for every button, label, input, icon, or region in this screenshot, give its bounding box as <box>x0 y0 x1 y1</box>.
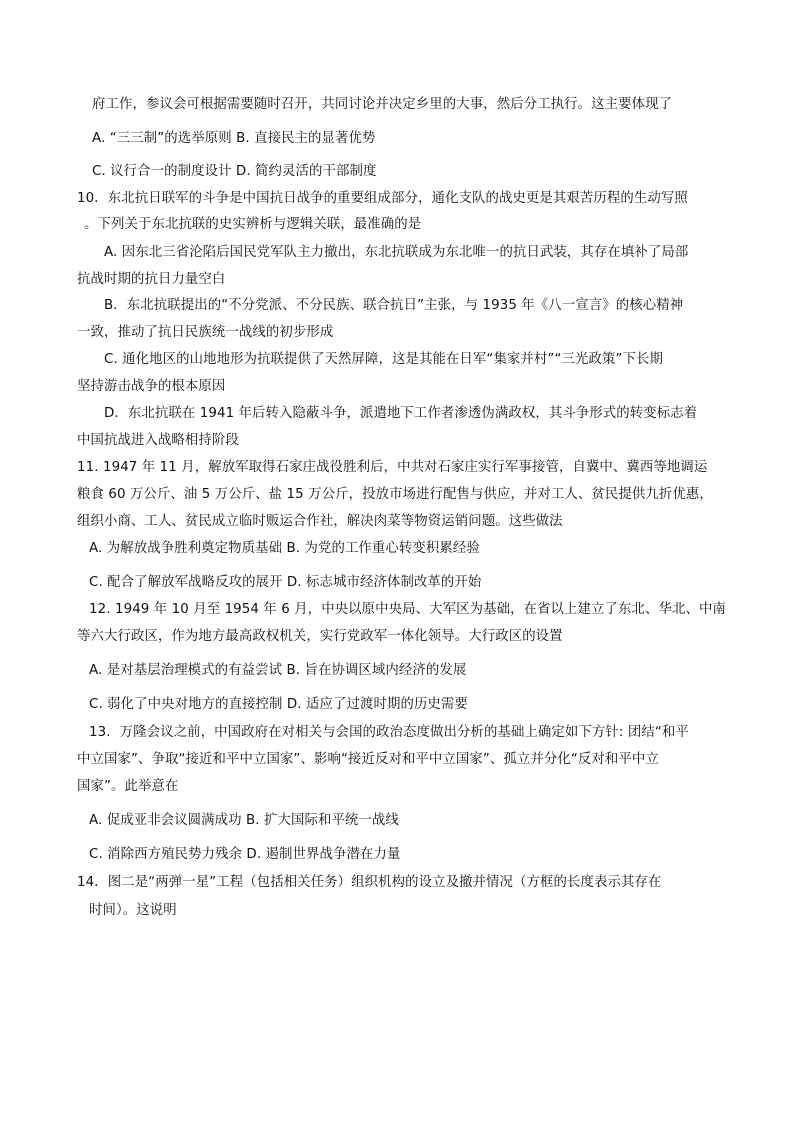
q10-option-d-line-2: 中国抗战进入战略相持阶段 <box>77 433 239 448</box>
q10-option-b-line-2: 一致，推动了抗日民族统一战线的初步形成 <box>77 325 334 340</box>
q12-stem-line-2: 等六大行政区，作为地方最高政权机关，实行党政军一体化领导。大行政区的设置 <box>77 629 563 644</box>
q10-option-a-line-2: 抗战时期的抗日力量空白 <box>77 272 226 287</box>
q10-option-b-line-1: B．东北抗联提出的“不分党派、不分民族、联合抗日”主张，与 1935 年《八一宣言》的核心精神 <box>104 298 684 313</box>
q13-stem-line-2: 中立国家”、争取“接近和平中立国家”、影响“接近反对和平中立国家”、孤立并分化“反对和平中立 <box>77 752 659 767</box>
q10-option-c-line-2: 坚持游击战争的根本原因 <box>77 379 226 394</box>
q11-stem-line-3: 组织小商、工人、贫民成立临时贩运合作社，解决肉菜等物资运销问题。这些做法 <box>77 514 563 529</box>
q14-stem-line-1: 14．图二是“两弹一星”工程（包括相关任务）组织机构的设立及撤并情况（方框的长度表示其存在 <box>77 875 662 890</box>
q9-stem-end: 府工作，参议会可根据需要随时召开，共同讨论并决定乡里的大事，然后分工执行。这主要体现了 <box>92 97 673 112</box>
q13-stem-line-1: 13．万隆会议之前，中国政府在对相关与会国的政治态度做出分析的基础上确定如下方针: 团结“和平 <box>89 725 689 740</box>
q11-stem-line-2: 粮食 60 万公斤、油 5 万公斤、盐 15 万公斤，投放市场进行配售与供应，并对工人、贫民提供九折优惠， <box>77 487 713 502</box>
q10-stem-line-2: 。下列关于东北抗联的史实辨析与逻辑关联，最准确的是 <box>84 217 422 232</box>
q13-options-cd: C. 消除西方殖民势力残余 D. 遏制世界战争潜在力量 <box>89 847 401 862</box>
q11-options-cd: C. 配合了解放军战略反攻的展开 D. 标志城市经济体制改革的开始 <box>89 575 482 590</box>
q13-stem-line-3: 国家”。此举意在 <box>77 779 179 794</box>
q9-options-ab: A. “三三制”的选举原则 B. 直接民主的显著优势 <box>92 131 376 146</box>
q10-option-d-line-1: D．东北抗联在 1941 年后转入隐蔽斗争，派遣地下工作者渗透伪满政权，其斗争形式的转变标志着 <box>104 406 698 421</box>
q12-options-ab: A. 是对基层治理模式的有益尝试 B. 旨在协调区域内经济的发展 <box>89 663 467 678</box>
q12-stem-line-1: 12. 1949 年 10 月至 1954 年 6 月，中央以原中央局、大军区为基础，在省以上建立了东北、华北、中南 <box>89 602 726 617</box>
q11-stem-line-1: 11. 1947 年 11 月，解放军取得石家庄战役胜利后，中共对石家庄实行军事接管，自冀中、冀西等地调运 <box>77 460 708 475</box>
q11-options-ab: A. 为解放战争胜利奠定物质基础 B. 为党的工作重心转变积累经验 <box>89 541 480 556</box>
q12-options-cd: C. 弱化了中央对地方的直接控制 D. 适应了过渡时期的历史需要 <box>89 697 468 712</box>
q10-option-a-line-1: A. 因东北三省沦陷后国民党军队主力撤出，东北抗联成为东北唯一的抗日武装，其存在填补了局部 <box>104 245 689 260</box>
q13-options-ab: A. 促成亚非会议圆满成功 B. 扩大国际和平统一战线 <box>89 813 399 828</box>
q10-option-c-line-1: C. 通化地区的山地地形为抗联提供了天然屏障，这是其能在日军“集家并村”“三光政策”下长期 <box>104 352 663 367</box>
q10-stem-line-1: 10．东北抗日联军的斗争是中国抗日战争的重要组成部分，通化支队的战史更是其艰苦历程的生动写照 <box>77 191 688 206</box>
q9-options-cd: C. 议行合一的制度设计 D. 简约灵活的干部制度 <box>92 164 377 179</box>
q14-stem-line-2: 时间）。这说明 <box>89 903 177 918</box>
